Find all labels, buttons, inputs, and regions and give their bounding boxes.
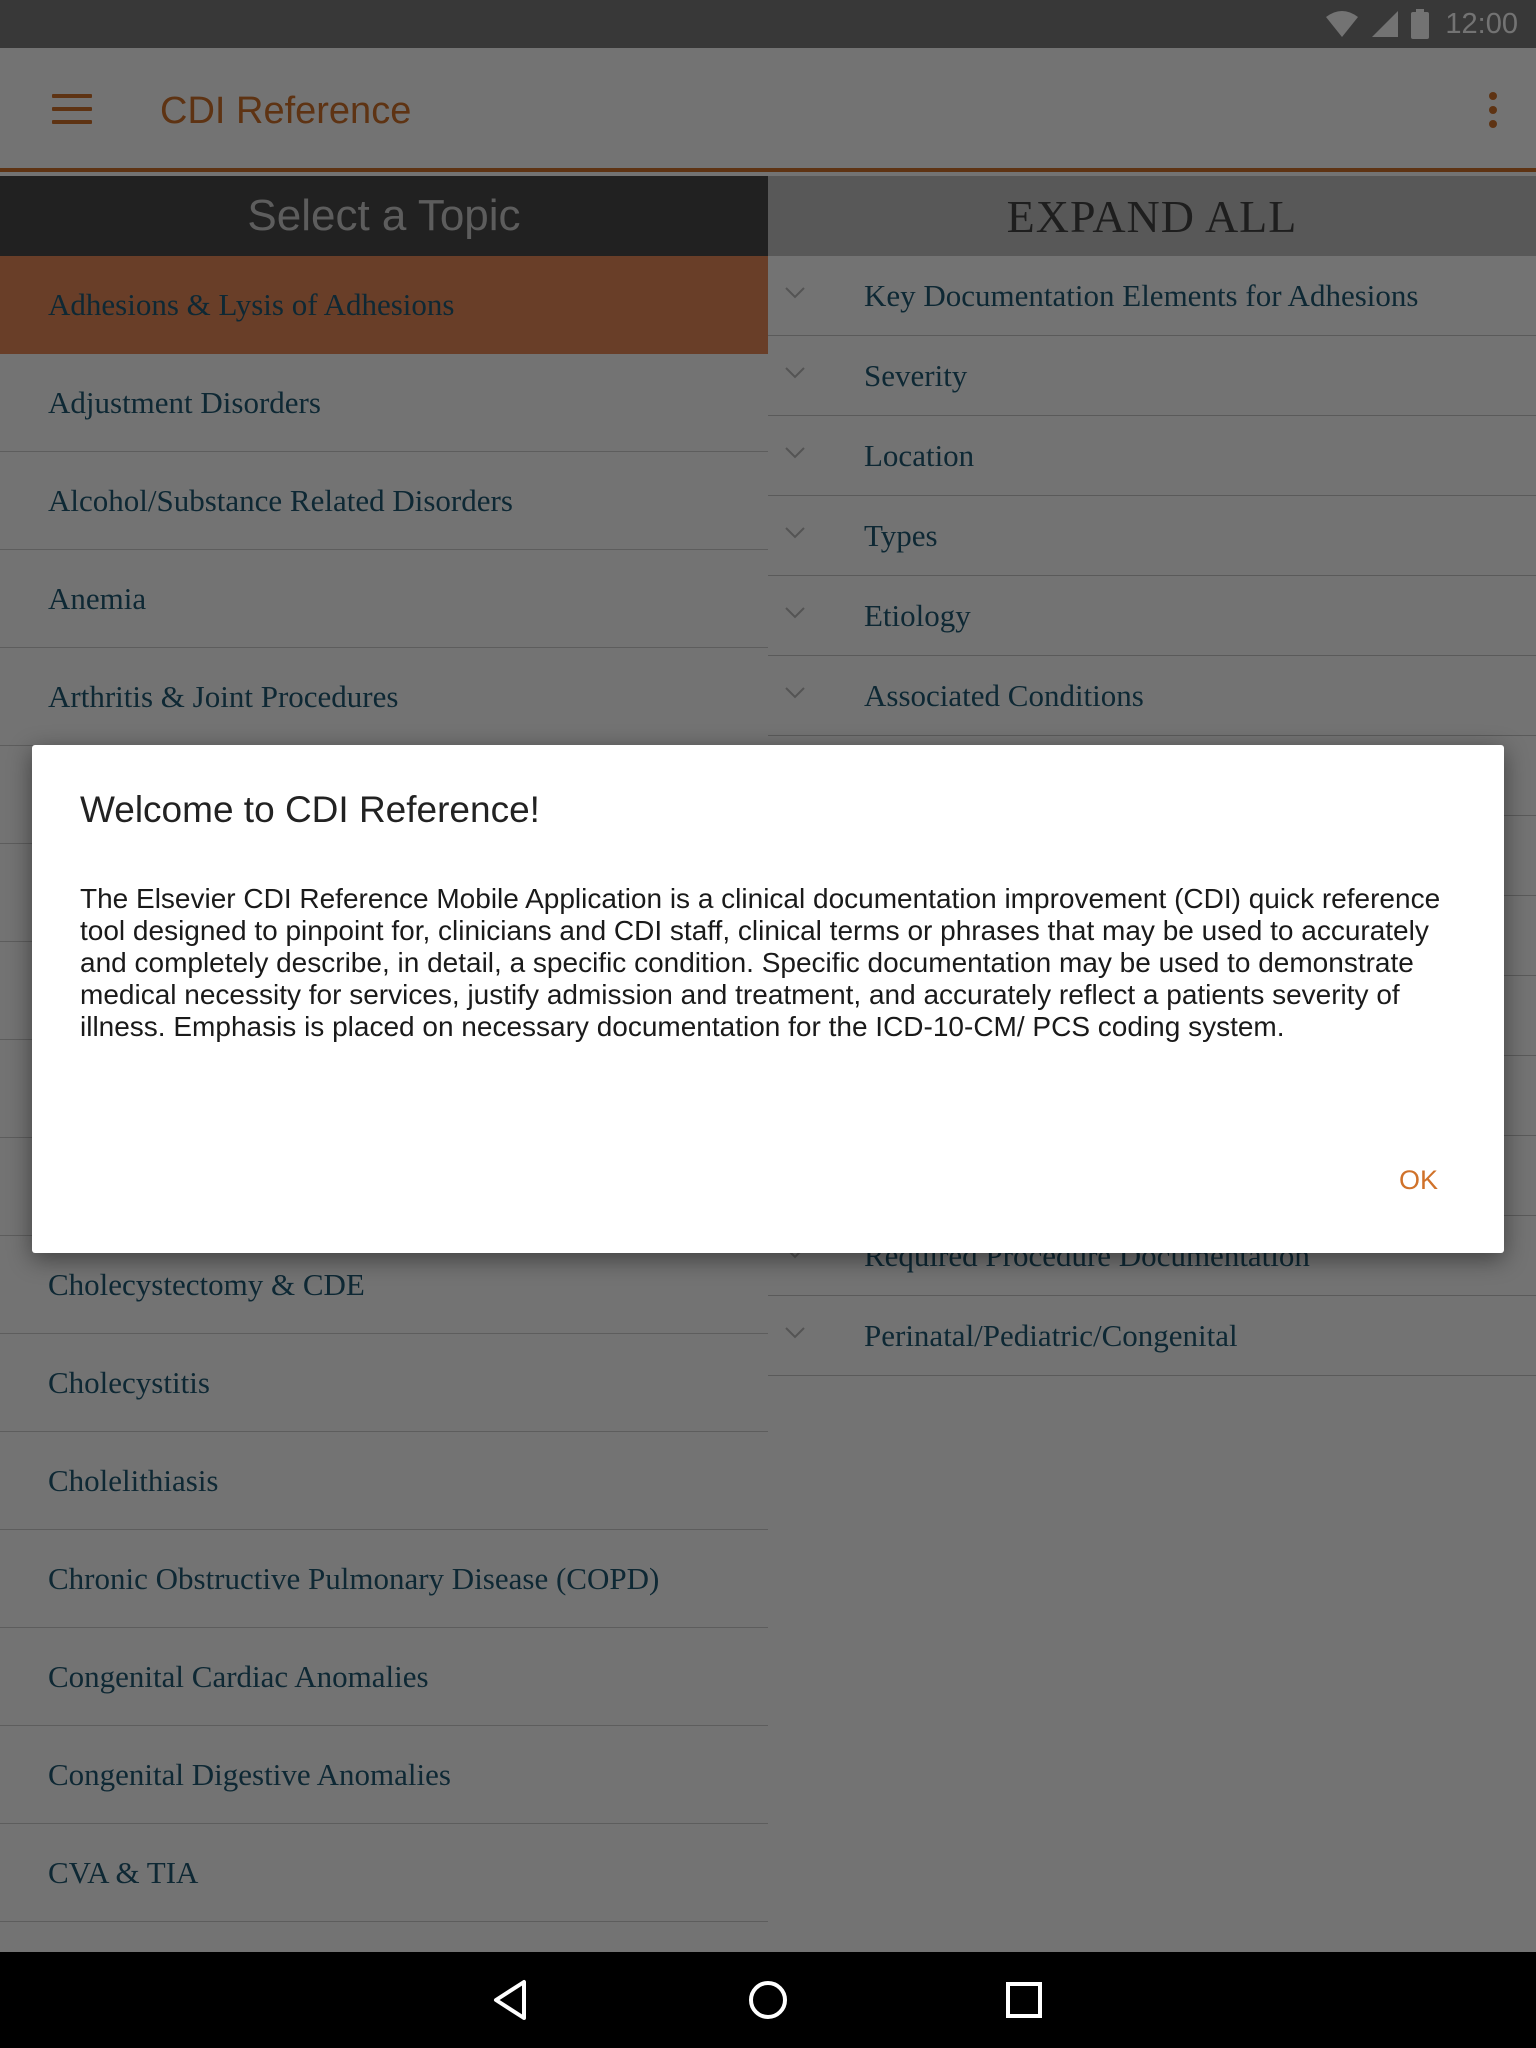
ok-button[interactable]: OK bbox=[1398, 1165, 1438, 1195]
dialog-title: Welcome to CDI Reference! bbox=[80, 789, 540, 830]
back-icon[interactable] bbox=[488, 1976, 536, 2024]
dialog-body: The Elsevier CDI Reference Mobile Application is a clinical documentation improvement (CDI) quick reference tool designed to pinpoint for, clinicians and CDI staff, clinical terms or phrases that may be used to accurately and completely describe, in detail, a specific condition. Specific documentation may be used to demonstrate medical necessity for services, justify admission and treatment, and accurately reflect a patients severity of illness. Emphasis is placed on necessary documentation for the ICD-10-CM/ PCS coding system. bbox=[80, 883, 1441, 1042]
welcome-dialog bbox=[32, 745, 1504, 1253]
recent-apps-icon[interactable] bbox=[1000, 1976, 1048, 2024]
home-icon[interactable] bbox=[744, 1976, 792, 2024]
navigation-bar bbox=[0, 1952, 1536, 2048]
